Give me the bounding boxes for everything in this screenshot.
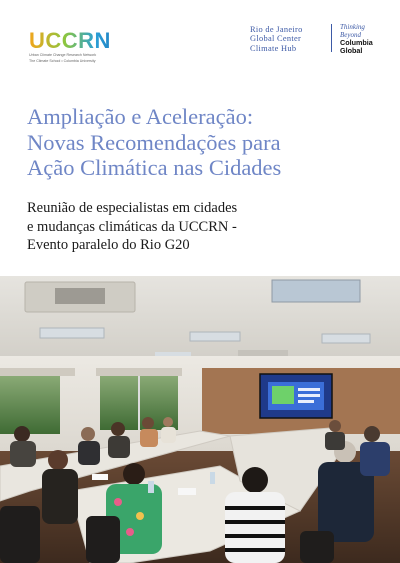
- logo-subline-2: The Climate School • Columbia University: [29, 58, 96, 63]
- hub-line-3: Climate Hub: [250, 43, 297, 53]
- hub-line-1: Rio de Janeiro: [250, 25, 303, 34]
- subtitle-line-3: Evento paralelo do Rio G20: [27, 237, 190, 254]
- page-subtitle: [27, 199, 377, 255]
- uccrn-logo: [29, 30, 124, 63]
- page-title: [27, 104, 377, 181]
- ceiling-light-3: [190, 332, 240, 341]
- ceiling-light-2: [40, 328, 104, 338]
- logo-wordmark: UCCRN: [29, 30, 124, 52]
- cg-brand-1: Columbia: [340, 38, 373, 48]
- subtitle-line-2: e mudanças climáticas da UCCRN -: [27, 218, 237, 235]
- hub-line-2: Global Center: [250, 34, 302, 44]
- cg-thinking-2: Beyond: [340, 30, 361, 39]
- meeting-room-photo: [0, 276, 400, 563]
- header-divider: [331, 24, 332, 52]
- columbia-global-logo: [340, 24, 384, 54]
- cg-brand-2: Global: [340, 45, 363, 55]
- climate-hub-label: [250, 25, 326, 53]
- ceiling-light-4: [322, 334, 370, 343]
- title-line-3: Ação Climática nas Cidades: [27, 155, 282, 180]
- window-left: [0, 372, 60, 434]
- logo-subline-1: Urban Climate Change Research Network: [29, 53, 97, 57]
- cg-thinking-1: Thinking: [340, 23, 365, 31]
- page-header: [0, 0, 400, 95]
- title-line-1: Ampliação e Aceleração:: [27, 104, 254, 129]
- title-line-2: Novas Recomendações para: [27, 129, 281, 155]
- subtitle-line-1: Reunião de especialistas em cidades: [27, 200, 238, 216]
- ceiling-light-1: [272, 280, 360, 302]
